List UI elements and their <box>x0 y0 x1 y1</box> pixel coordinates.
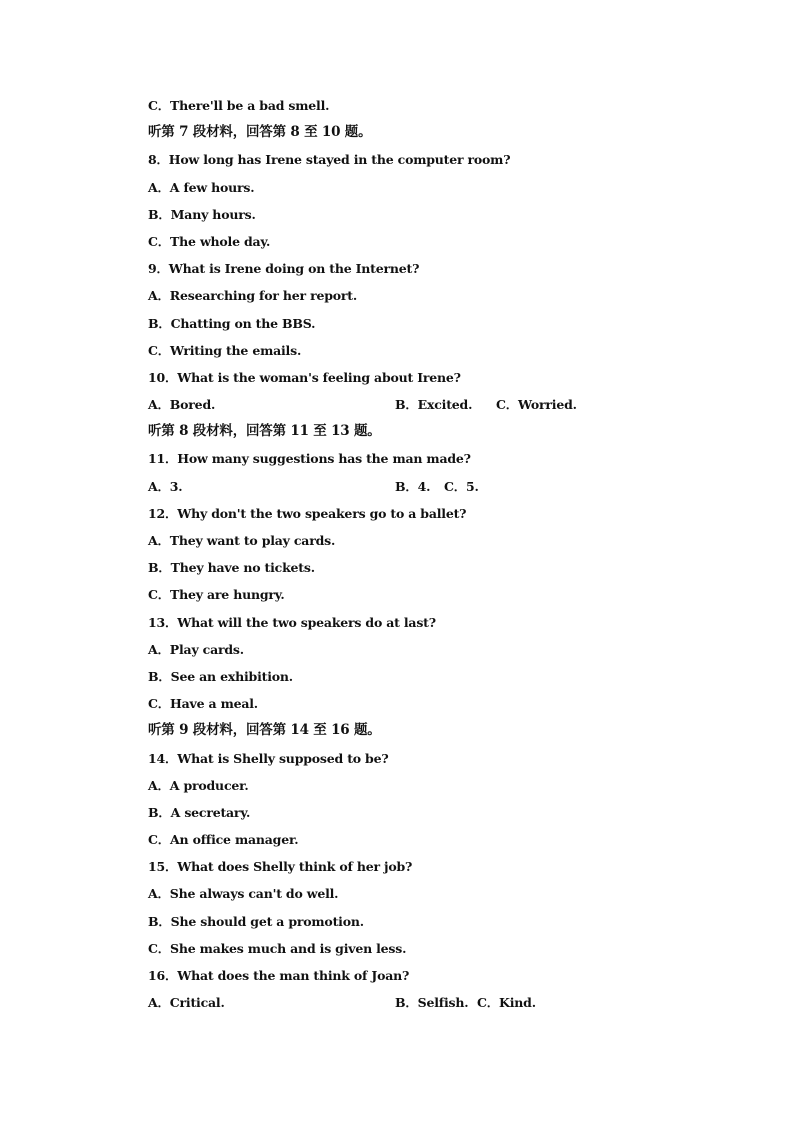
option-line: A．They want to play cards. <box>148 533 336 548</box>
option-line: A．Play cards. <box>148 641 244 657</box>
option-c: C．Kind. <box>477 995 536 1011</box>
section-heading: 听第 9 段材料，回答第 14 至 16 题。 <box>148 722 381 739</box>
option-line: C．The whole day. <box>148 233 271 249</box>
option-line: B．Many hours. <box>148 206 256 222</box>
option-line: B．Chatting on the BBS. <box>148 315 316 331</box>
option-c: C．Worried. <box>496 397 577 413</box>
option-b: B．Selfish. <box>395 995 469 1011</box>
option-a: A．3. <box>148 478 183 494</box>
options-row <box>148 473 708 500</box>
option-line: C．There'll be a bad smell. <box>148 98 330 113</box>
option-a: A．Critical. <box>148 995 225 1011</box>
section-heading: 听第 7 段材料，回答第 8 至 10 题。 <box>148 124 372 141</box>
option-line: B．She should get a promotion. <box>148 913 364 929</box>
question-line: 15．What does Shelly think of her job? <box>148 859 413 875</box>
option-line: A．Researching for her report. <box>148 288 358 304</box>
option-line: C．They are hungry. <box>148 587 285 603</box>
option-line: C．Have a meal. <box>148 696 258 712</box>
option-a: A．Bored. <box>148 397 216 413</box>
question-line: 11．How many suggestions has the man made? <box>148 451 471 467</box>
section-heading: 听第 8 段材料，回答第 11 至 13 题。 <box>148 423 381 440</box>
question-line: 12．Why don't the two speakers go to a ballet? <box>148 505 467 521</box>
option-line: B．A secretary. <box>148 804 251 820</box>
option-line: A．She always can't do well. <box>148 886 339 902</box>
option-line: B．They have no tickets. <box>148 560 315 576</box>
question-line: 14．What is Shelly supposed to be? <box>148 750 389 766</box>
question-line: 8．How long has Irene stayed in the computer room? <box>148 152 511 168</box>
option-line: C．Writing the emails. <box>148 342 302 358</box>
option-line: C．An office manager. <box>148 832 299 848</box>
option-line: C．She makes much and is given less. <box>148 940 407 956</box>
options-row <box>148 391 708 418</box>
question-line: 16．What does the man think of Joan? <box>148 968 410 983</box>
document-page <box>148 92 708 1016</box>
option-line: B．See an exhibition. <box>148 668 293 684</box>
option-line: A．A producer. <box>148 777 249 793</box>
option-c: C．5. <box>444 478 479 494</box>
option-b: B．Excited. <box>395 397 473 413</box>
options-row <box>148 989 708 1016</box>
option-line: A．A few hours. <box>148 179 255 195</box>
option-b: B．4. <box>395 478 431 494</box>
question-line: 10．What is the woman's feeling about Irene? <box>148 369 461 385</box>
question-line: 13．What will the two speakers do at last? <box>148 614 436 630</box>
question-line: 9．What is Irene doing on the Internet? <box>148 261 420 277</box>
